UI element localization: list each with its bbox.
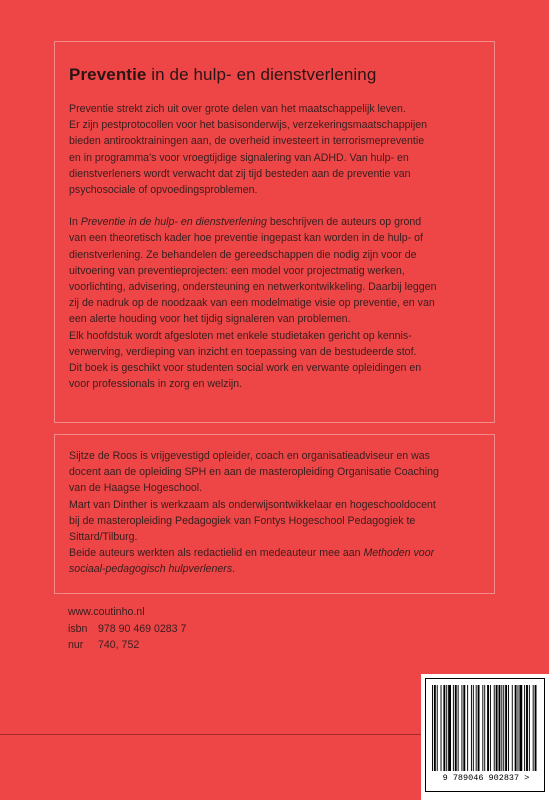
author-line: Sijtze de Roos is vrijgevestigd opleider, coach en organisatieadviseur en was [69, 450, 430, 462]
intro-line: Er zijn pestprotocollen voor het basisonderwijs, verzekeringsmaatschappijen [69, 119, 428, 132]
author-last-italic: Methoden voor [363, 547, 435, 560]
barcode-bar [463, 685, 465, 771]
isbn-label: isbn [68, 622, 88, 635]
author-last-post: . [232, 563, 236, 576]
barcode-bar [508, 685, 509, 771]
barcode-bar [446, 685, 447, 771]
author-line: Mart van Dinther is werkzaam als onderwijsontwikkelaar en hogeschooldocent [69, 498, 436, 511]
body-first-post: beschrijven de auteurs op grond [266, 216, 422, 229]
book-title [69, 65, 480, 85]
body-paragraph [69, 214, 480, 392]
barcode-digits [428, 773, 544, 783]
barcode-bar [448, 685, 451, 771]
barcode-bar [494, 685, 495, 771]
body-line: Dit boek is geschikt voor studenten social work en verwante opleidingen en [69, 362, 422, 375]
barcode-bar [473, 685, 474, 771]
barcode-bar [455, 685, 457, 771]
barcode-bar [533, 685, 534, 771]
body-line: voorlichting, advisering, ondersteuning en netwerkontwikkeling. Daarbij leggen [69, 281, 437, 294]
title-bold: Preventie [69, 65, 147, 84]
isbn-row [68, 621, 186, 638]
body-first-italic: Preventie in de hulp- en dienstverlening [80, 216, 267, 229]
barcode-bar [503, 685, 504, 771]
body-line: een alerte houding voor het tijdig signaleren van problemen. [69, 313, 351, 326]
barcode-bar [443, 685, 445, 771]
nur-label: nur [68, 639, 84, 651]
body-line: voor professionals in zorg en welzijn. [69, 378, 243, 391]
description-box [54, 41, 495, 423]
barcode-bar [519, 685, 522, 771]
isbn-value: 978 90 469 0283 7 [98, 622, 187, 635]
barcode-number: 9 789046 902837 [442, 773, 520, 783]
nur-value: 740, 752 [98, 639, 140, 651]
publication-meta [68, 604, 186, 654]
body-first-pre: In [69, 216, 81, 229]
website-row [68, 604, 186, 621]
barcode-bar [518, 685, 519, 771]
barcode-bar [496, 685, 498, 771]
website-link[interactable]: www.coutinho.nl [68, 606, 145, 618]
barcode-bar [467, 685, 468, 771]
barcode-bar [432, 685, 433, 771]
author-paragraph [69, 448, 480, 578]
intro-paragraph [69, 101, 480, 198]
barcode-bar [487, 685, 489, 771]
barcode-bar [458, 685, 459, 771]
author-line: van de Haagse Hogeschool. [69, 482, 203, 495]
body-line: zij de nadruk op de noodzaak van een modelmatige visie op preventie, en van [69, 297, 435, 310]
intro-line: en in programma's voor vroegtijdige signalering van ADHD. Van hulp- en [69, 151, 409, 164]
body-line: dienstverlening. Ze behandelen de gereedschappen die nodig zijn voor de [69, 248, 417, 261]
barcode-bar [535, 685, 537, 771]
intro-line: Preventie strekt zich uit over grote delen van het maatschappelijk leven. [69, 103, 406, 115]
barcode-bar [476, 685, 477, 771]
author-line: Sittard/Tilburg. [69, 531, 138, 544]
title-rest: in de hulp- en dienstverlening [146, 65, 377, 84]
barcode-bar [484, 685, 485, 771]
nur-row [68, 637, 186, 654]
barcode-label [421, 674, 549, 800]
barcode-bar [490, 685, 491, 771]
barcode-bar [529, 685, 530, 771]
barcode-bars [432, 685, 538, 771]
barcode-bar [434, 685, 436, 771]
intro-line: dienstverleners wordt verwacht dat zij tijd besteden aan de preventie van [69, 167, 411, 180]
author-last-italic-2: sociaal-pedagogisch hulpverleners [69, 563, 233, 576]
body-line: verwerving, verdieping van inzicht en toepassing van de bestudeerde stof. [69, 345, 417, 358]
author-line: docent aan de opleiding SPH en aan de masteropleiding Organisatie Coaching [69, 466, 439, 479]
barcode-bar [453, 685, 454, 771]
body-line: van een theoretisch kader hoe preventie ingepast kan worden in de hulp- of [69, 232, 423, 245]
body-line: uitvoering van preventieprojecten: een model voor projectmatig werken, [69, 264, 405, 277]
barcode-suffix: > [524, 773, 530, 783]
barcode-bar [437, 685, 438, 771]
intro-line: psychosociale of opvoedingsproblemen. [69, 184, 258, 197]
barcode-bar [441, 685, 442, 771]
intro-line: bieden antirooktrainingen aan, de overheid investeert in terrorismepreventie [69, 135, 425, 148]
barcode-bar [478, 685, 480, 771]
barcode-bar [524, 685, 525, 771]
barcode-bar [499, 685, 501, 771]
barcode-bar [512, 685, 513, 771]
author-line: bij de masteropleiding Pedagogiek van Fontys Hogeschool Pedagogiek te [69, 514, 416, 527]
barcode-bar [461, 685, 462, 771]
author-last-pre: Beide auteurs werkten als redactielid en medeauteur mee aan [69, 547, 364, 560]
barcode-frame [425, 678, 545, 792]
barcode-bar [471, 685, 472, 771]
author-box [54, 434, 495, 594]
barcode-bar [482, 685, 483, 771]
barcode-bar [526, 685, 528, 771]
barcode-bar [505, 685, 507, 771]
barcode-bar [515, 685, 517, 771]
body-line: Elk hoofdstuk wordt afgesloten met enkele studietaken gericht op kennis- [69, 329, 412, 342]
barcode-bar [501, 685, 502, 771]
